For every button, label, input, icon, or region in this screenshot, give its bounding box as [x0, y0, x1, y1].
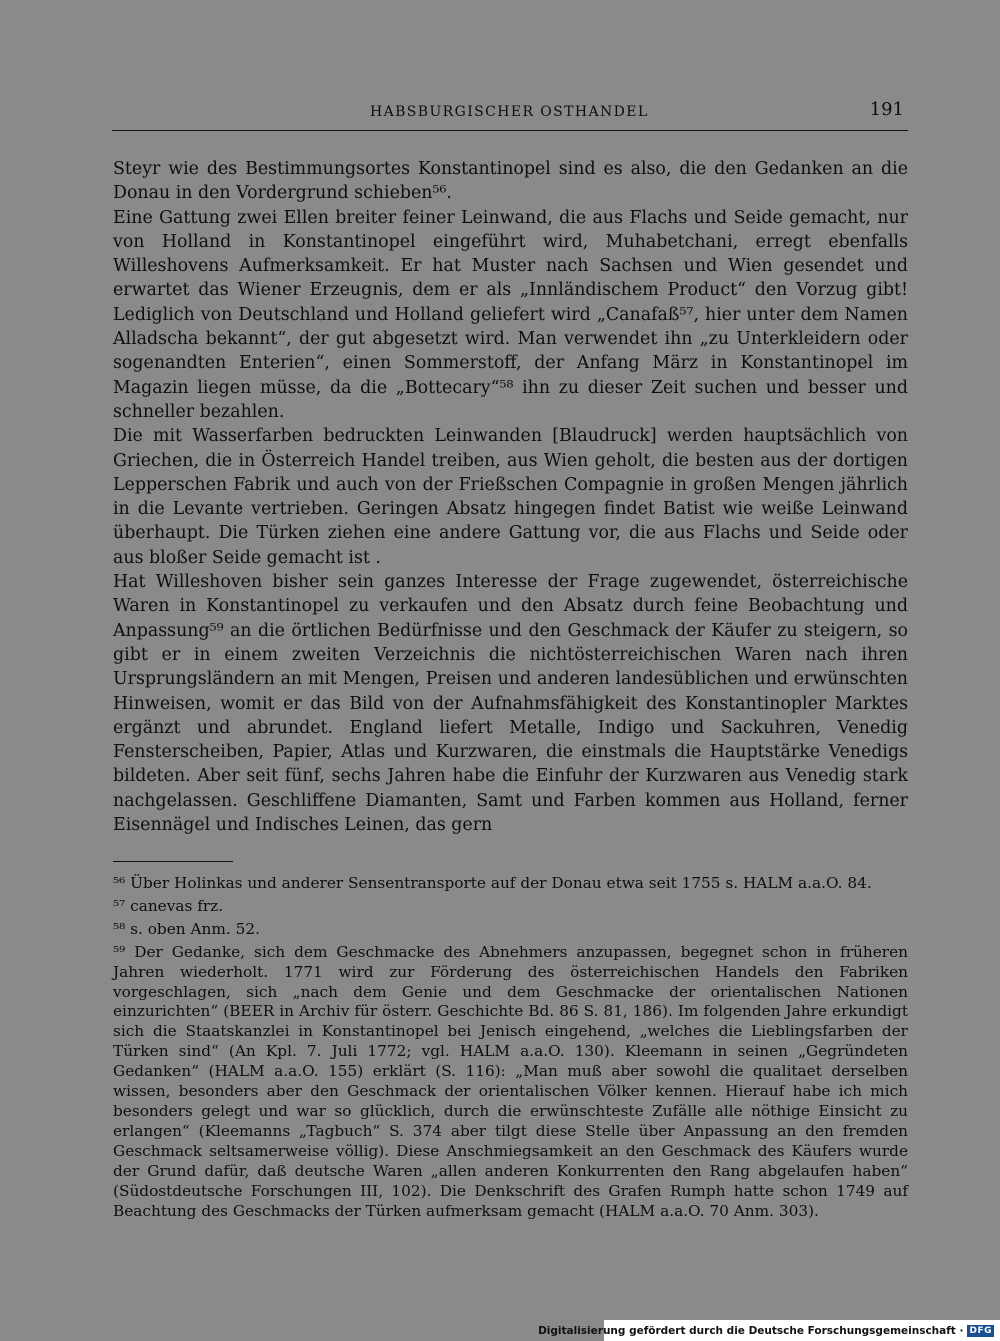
footnote-56: ⁵⁶ Über Holinkas und anderer Sensentransporte auf der Donau etwa seit 1755 s. HALM a.a.O. 84. — [113, 874, 872, 892]
paragraph: Hat Willeshoven bisher sein ganzes Interesse der Frage zugewendet, österreichische Waren in Konstantinopel zu verkaufen und den Absatz durch feine Beobachtung und Anpassung⁵⁹ an die örtlichen Bedürfnisse und den Geschmack der Käufer zu steigern, so gibt er in einem zweiten Verzeichnis die nichtösterreichischen Waren nach ihren Ursprungsländern an mit Mengen, Preisen und anderen landesüblichen und erwünschten Hinweisen, womit er das Bild von der Aufnahmsfähigkeit des Konstantinopler Marktes ergänzt und abrundet. England liefert Metalle, Indigo und Sackuhren, Venedig Fensterscheiben, Papier, Atlas und Kurzwaren, die einstmals die Hauptstärke Venedigs bildeten. Aber seit fünf, sechs Jahren habe die Einfuhr der Kurzwaren aus Venedig stark nachgelassen. Geschliffene Diamanten, Samt und Farben kommen aus Holland, ferner Eisennägel und Indisches Leinen, das gern — [113, 572, 908, 836]
page-number: 191 — [869, 99, 904, 120]
paragraph: Eine Gattung zwei Ellen breiter feiner Leinwand, die aus Flachs und Seide gemacht, nur von Holland in Konstantinopel eingeführt wird, Muhabetchani, erregt ebenfalls Willeshovens Aufmerksamkeit. Er hat Muster nach Sachsen und Wien gesendet und erwartet das Wiener Erzeugnis, dem er als „Innländischem Product“ den Vorzug gibt! Lediglich von Deutschland und Holland geliefert wird „Canafaß⁵⁷, hier unter dem Namen Alladscha bekannt“, der gut abgesetzt wird. Man verwendet ihn „zu Unterkleidern oder sogenandten Enterien“, einen Sommerstoff, der Anfang März in Konstantinopel im Magazin liegen müsse, da die „Bottecary“⁵⁸ ihn zu dieser Zeit suchen und besser und schneller bezahlen. — [113, 207, 908, 422]
running-header — [112, 99, 908, 128]
header-rule — [112, 130, 908, 131]
dfg-banner — [538, 1320, 1000, 1341]
paragraph: Steyr wie des Bestimmungsortes Konstantinopel sind es also, die den Gedanken an die Donau in den Vordergrund schieben⁵⁶. — [113, 159, 908, 204]
footnote-58: ⁵⁸ s. oben Anm. 52. — [113, 919, 260, 938]
dfg-banner-text: Digitalisierung gefördert durch die Deutsche Forschungsgemeinschaft · — [538, 1324, 964, 1337]
footnotes — [113, 874, 908, 1224]
running-title: HABSBURGISCHER OSTHANDEL — [370, 104, 649, 120]
footnote-57: ⁵⁷ canevas frz. — [113, 896, 224, 915]
body-text — [113, 157, 908, 837]
dfg-logo: DFG — [969, 1325, 992, 1336]
footnote-59: ⁵⁹ Der Gedanke, sich dem Geschmacke des Abnehmers anzupassen, begegnet schon in früheren Jahren wiederholt. 1771 wird zur Förderung des österreichischen Handels den Fabriken vorgeschlagen, sich „nach dem Genie und dem Geschmacke der orientalischen Nationen einzurichten“ (BEER in Archiv für österr. Geschichte Bd. 86 S. 81, 186). Im folgenden Jahre erkundigt sich die Staatskanzlei in Konstantinopel bei Jenisch eingehend, „welches die Lieblingsfarben der Türken sind“ (An Kpl. 7. Juli 1772; vgl. HALM a.a.O. 130). Kleemann in seinen „Gegründeten Gedanken“ (HALM a.a.O. 155) erklärt (S. 116): „Man muß aber sowohl die qualitaet derselben wissen, besonders aber den Geschmack der orientalischen Völker kennen. Hierauf habe ich mich besonders gelegt und war so glücklich, durch die erwünschteste Zufälle alle nöthige Einsicht zu erlangen“ (Kleemanns „Tagbuch“ S. 374 aber tilgt diese Stelle über Anpassung an den fremden Geschmack seltsamerweise völlig). Diese Anschmiegsamkeit an den Geschmack des Käufers wurde der Grund dafür, daß deutsche Waren „allen anderen Konkurrenten den Rang abgelaufen haben“ (Südostdeutsche Forschungen III, 102). Die Denkschrift des Grafen Rumph hatte schon 1749 auf Beachtung des Geschmacks der Türken aufmerksam gemacht (HALM a.a.O. 70 Anm. 303). — [113, 942, 908, 1220]
footnote-rule — [113, 861, 233, 862]
paragraph: Die mit Wasserfarben bedruckten Leinwanden [Blaudruck] werden hauptsächlich von Griechen, die in Österreich Handel treiben, aus Wien geholt, die besten aus der dortigen Lepperschen Fabrik und auch von der Frießschen Compagnie in großen Mengen jährlich in die Levante vertrieben. Geringen Absatz hingegen findet Batist wie weiße Leinwand überhaupt. Die Türken ziehen eine andere Gattung vor, die aus Flachs und Seide oder aus bloßer Seide gemacht ist . — [113, 426, 908, 568]
